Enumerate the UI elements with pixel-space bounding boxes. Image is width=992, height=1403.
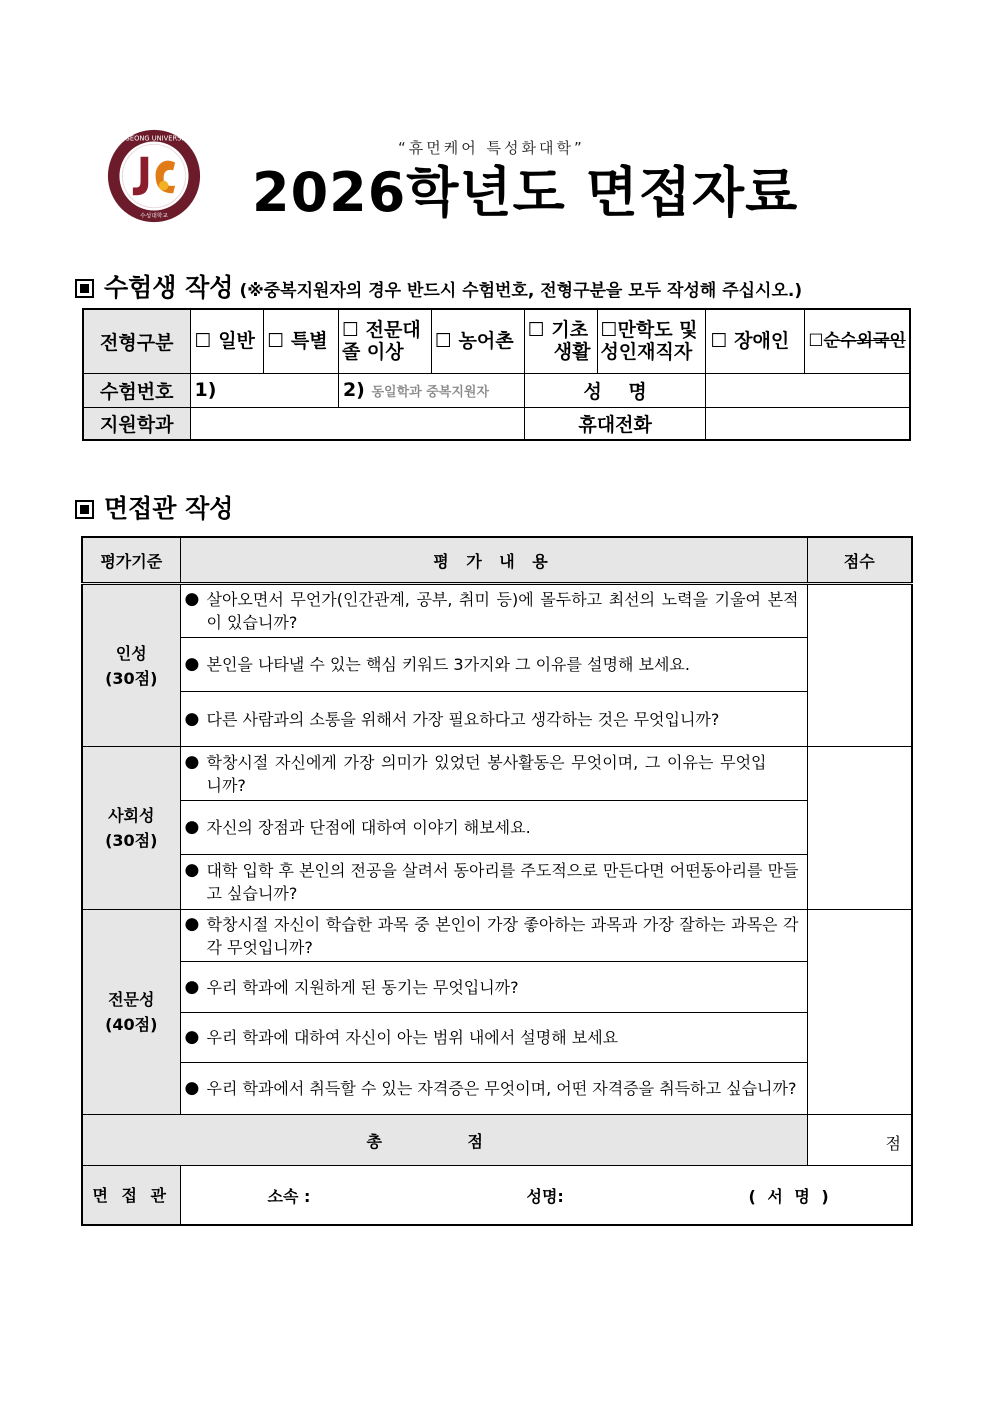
signature-label: ( 서 명 ) (748, 1187, 832, 1206)
exam-number-label: 수험번호 (83, 373, 190, 407)
question-item: ● 학창시절 자신에게 가장 의미가 있었던 봉사활동은 무엇이며, 그 이유는 무엇입니까? (180, 747, 807, 801)
applicant-section-heading (75, 268, 802, 304)
interview-section-title: 면접관 작성 (104, 494, 234, 523)
score-field-personality[interactable] (807, 584, 912, 747)
bullet-icon: ● (184, 589, 200, 609)
question-item: ● 우리 학과에 지원하게 된 동기는 무엇입니까? (180, 962, 807, 1013)
bullet-icon: ● (184, 654, 200, 674)
exam-number-2-field[interactable]: 2) 동일학과 중복지원자 (338, 373, 524, 407)
square-bullet-icon (75, 500, 94, 519)
svg-text:수성대학교: 수성대학교 (140, 213, 168, 220)
question-item: ● 학창시절 자신이 학습한 과목 중 본인이 가장 좋아하는 과목과 가장 잘하는 과목은 각각 무엇입니까? (180, 910, 807, 962)
option-special[interactable]: ☐ 특별 (264, 309, 339, 373)
bullet-icon: ● (184, 751, 200, 772)
bullet-icon: ● (184, 860, 200, 880)
name-field[interactable] (706, 373, 910, 407)
duplicate-applicant-hint: 동일학과 중복지원자 (371, 385, 490, 400)
question-item: ● 우리 학과에 대하여 자신이 아는 범위 내에서 설명해 보세요 (180, 1013, 807, 1063)
phone-label: 휴대전화 (524, 407, 706, 440)
bullet-icon: ● (184, 913, 200, 934)
checkbox-icon[interactable]: ☐ (808, 331, 824, 352)
department-field[interactable] (190, 407, 524, 440)
interview-evaluation-table (81, 536, 913, 1226)
name-label: 성 명 (524, 373, 706, 407)
bullet-icon: ● (184, 976, 200, 997)
interviewer-name-label: 성명: (526, 1187, 564, 1206)
criteria-sociability: 사회성 (30점) (82, 747, 180, 910)
option-general[interactable]: ☐ 일반 (190, 309, 264, 373)
university-logo (106, 128, 202, 224)
affiliation-label: 소속 : (267, 1187, 311, 1206)
exam-number-1-field[interactable]: 1) (190, 373, 338, 407)
bullet-icon: ● (184, 708, 200, 729)
checkbox-icon[interactable]: ☐ (267, 330, 285, 353)
option-adult-learner[interactable]: ☐만학도 및 성인재직자 (598, 309, 706, 373)
phone-field[interactable] (706, 407, 910, 440)
bullet-icon: ● (184, 1027, 200, 1047)
bullet-icon: ● (184, 817, 200, 837)
question-item: ● 다른 사람과의 소통을 위해서 가장 필요하다고 생각하는 것은 무엇입니까? (180, 692, 807, 747)
checkbox-icon[interactable]: ☐ (527, 319, 545, 342)
svg-text:SUSEONG UNIVERSITY: SUSEONG UNIVERSITY (116, 134, 192, 143)
department-label: 지원학과 (83, 407, 190, 440)
bullet-icon: ● (184, 1078, 200, 1098)
applicant-table (82, 308, 911, 441)
option-rural[interactable]: ☐ 농어촌 (431, 309, 524, 373)
question-item: ● 본인을 나타낼 수 있는 핵심 키워드 3가지와 그 이유를 설명해 보세요. (180, 638, 807, 692)
checkbox-icon[interactable]: ☐ (194, 330, 212, 353)
square-bullet-icon (75, 279, 94, 298)
applicant-section-note: (※중복지원자의 경우 반드시 수험번호, 전형구분을 모두 작성해 주십시오.) (239, 281, 803, 301)
checkbox-icon[interactable]: ☐ (600, 319, 618, 342)
question-item: ● 자신의 장점과 단점에 대하여 이야기 해보세요. (180, 801, 807, 855)
interviewer-sign-area[interactable] (180, 1166, 912, 1226)
question-item: ● 대학 입학 후 본인의 전공을 살려서 동아리를 주도적으로 만든다면 어떤동아리를 만들고 싶습니까? (180, 855, 807, 910)
checkbox-icon[interactable]: ☐ (710, 330, 728, 353)
interview-section-heading (75, 489, 233, 525)
option-basic-living[interactable]: ☐ 기초 생활 (524, 309, 598, 373)
criteria-personality: 인성 (30점) (82, 584, 180, 747)
content-header: 평 가 내 용 (180, 537, 807, 584)
question-item: ● 살아오면서 무언가(인간관계, 공부, 취미 등)에 몰두하고 최선의 노력을 기울여 본적이 있습니까? (180, 584, 807, 638)
option-foreigner[interactable]: ☐순수외국인 (805, 309, 910, 373)
criteria-header: 평가기준 (82, 537, 180, 584)
slogan: “휴먼케어 특성화대학” (398, 139, 585, 157)
score-header: 점수 (807, 537, 912, 584)
score-field-expertise[interactable] (807, 910, 912, 1115)
total-score-label: 총 점 (82, 1115, 807, 1166)
applicant-section-title: 수험생 작성 (104, 273, 234, 302)
score-field-sociability[interactable] (807, 747, 912, 910)
page-title: 2026학년도 면접자료 (252, 161, 799, 224)
checkbox-icon[interactable]: ☐ (341, 319, 359, 342)
option-college-grad[interactable]: ☐ 전문대 졸 이상 (338, 309, 431, 373)
total-score-field[interactable]: 점 (807, 1115, 912, 1166)
checkbox-icon[interactable]: ☐ (434, 330, 452, 353)
criteria-expertise: 전문성 (40점) (82, 910, 180, 1115)
interviewer-label: 면 접 관 (82, 1166, 180, 1226)
question-item: ● 우리 학과에서 취득할 수 있는 자격증은 무엇이며, 어떤 자격증을 취득하고 싶습니까? (180, 1063, 807, 1115)
admission-type-label: 전형구분 (83, 309, 190, 373)
option-disabled[interactable]: ☐ 장애인 (706, 309, 805, 373)
